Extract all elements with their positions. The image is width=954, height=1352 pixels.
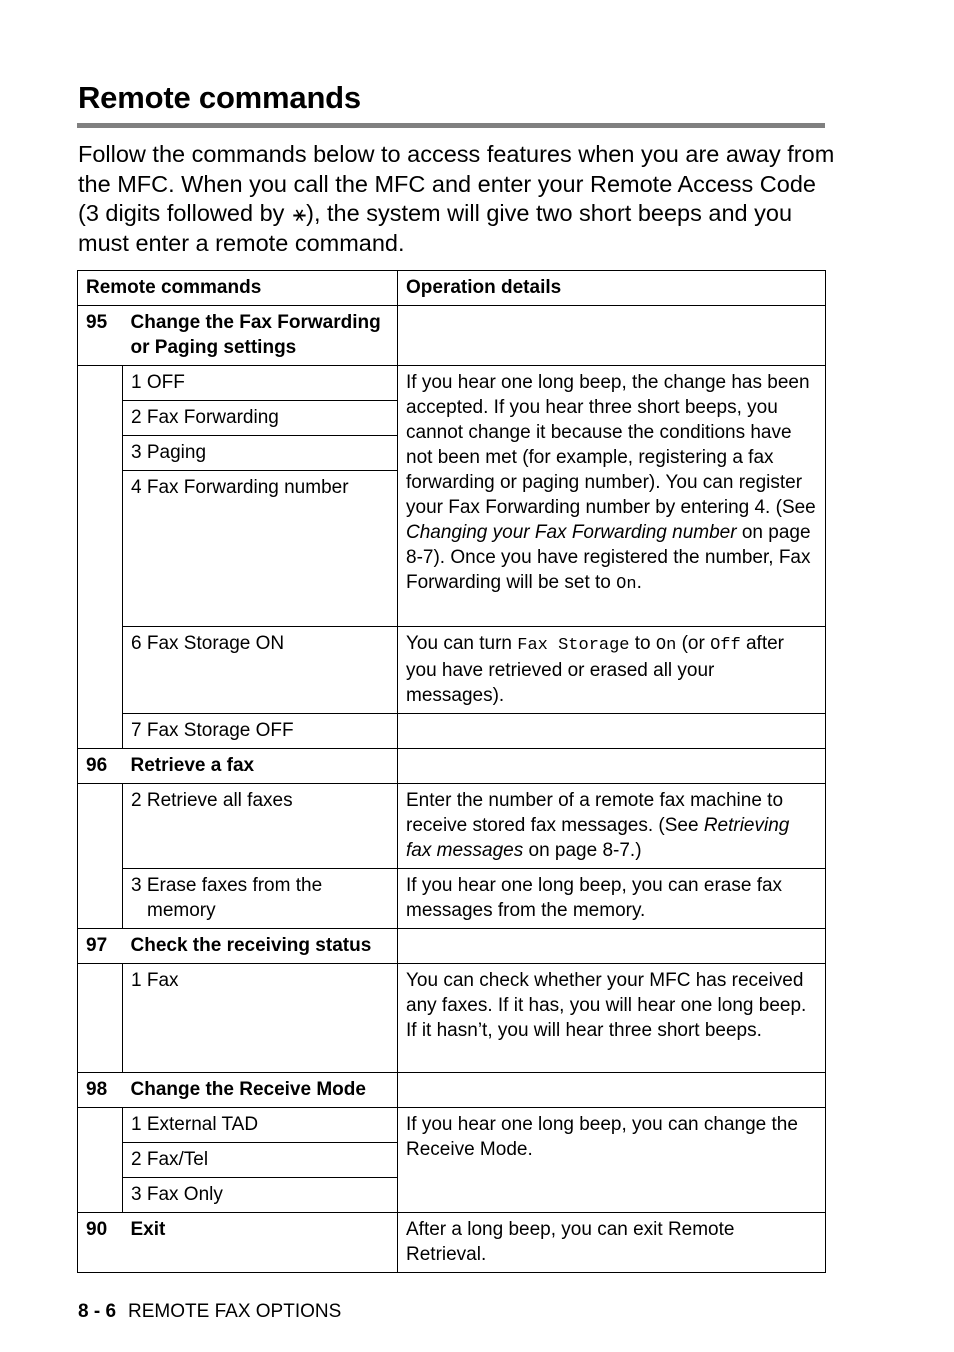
command-number: 90 — [78, 1213, 123, 1273]
detail-cell — [398, 714, 826, 749]
star-key-icon: ⚹ — [292, 201, 307, 227]
section-name: REMOTE FAX OPTIONS — [128, 1301, 342, 1322]
cross-reference: Changing your Fax Forwarding number — [406, 522, 737, 543]
detail-cell: If you hear one long beep, the change has been accepted. If you hear three short beeps, you cannot change it because the conditions have not been met (for example, registering a fax forwarding or paging number). You can register your Fax Forwarding number by entering 4. (See Changing your Fax Forwarding number on page 8-7). Once you have registered the number, Fax Forwarding will be set to On. — [398, 366, 826, 627]
header-remote-commands: Remote commands — [78, 271, 398, 306]
table-header-row — [78, 271, 826, 306]
command-option: 4 Fax Forwarding number — [123, 471, 398, 627]
setting-value: On — [616, 575, 637, 594]
detail-cell — [398, 306, 826, 366]
header-operation-details: Operation details — [398, 271, 826, 306]
table-row — [78, 627, 826, 714]
detail-cell — [398, 929, 826, 964]
command-option: 3 Paging — [123, 436, 398, 471]
command-option: 3 Erase faxes from the memory — [123, 869, 398, 929]
table-row — [78, 784, 826, 869]
table-row — [78, 1108, 826, 1143]
table-row — [78, 869, 826, 929]
table-row — [78, 929, 826, 964]
table-row — [78, 714, 826, 749]
command-option: 1 Fax — [123, 964, 398, 1073]
table-row — [78, 306, 826, 366]
setting-value: Off — [710, 636, 741, 655]
title-rule — [77, 123, 825, 128]
detail-cell: You can turn Fax Storage to On (or Off after you have retrieved or erased all your messages). — [398, 627, 826, 714]
command-option: 1 External TAD — [123, 1108, 398, 1143]
table-row — [78, 749, 826, 784]
indent-cell — [78, 784, 123, 929]
detail-cell: If you hear one long beep, you can erase fax messages from the memory. — [398, 869, 826, 929]
table-row — [78, 1073, 826, 1108]
intro-text-end: ), the system will give two short beeps and you must enter a remote command. — [78, 200, 793, 256]
detail-cell: After a long beep, you can exit Remote Retrieval. — [398, 1213, 826, 1273]
intro-text-start: Follow the commands below to access features when you are away from the MFC. When you call the MFC and enter your Remote Access Code (3 digits followed by — [78, 141, 835, 227]
intro-paragraph — [78, 140, 838, 258]
remote-commands-table — [77, 270, 826, 1273]
setting-value: On — [655, 636, 677, 655]
page-footer — [78, 1301, 341, 1323]
setting-name: Fax Storage — [517, 636, 630, 655]
command-option: 7 Fax Storage OFF — [123, 714, 398, 749]
command-option: 2 Fax Forwarding — [123, 401, 398, 436]
table-row — [78, 366, 826, 401]
command-group-label: Check the receiving status — [123, 929, 398, 964]
indent-cell — [78, 964, 123, 1073]
cross-reference: Retrieving fax messages — [406, 815, 790, 861]
command-number: 97 — [78, 929, 123, 964]
command-group-label: Change the Receive Mode — [123, 1073, 398, 1108]
command-option: 6 Fax Storage ON — [123, 627, 398, 714]
command-option: 1 OFF — [123, 366, 398, 401]
detail-cell — [398, 749, 826, 784]
detail-cell: Enter the number of a remote fax machine to receive stored fax messages. (See Retrieving fax messages on page 8-7.) — [398, 784, 826, 869]
command-option: 3 Fax Only — [123, 1178, 398, 1213]
indent-cell — [78, 1108, 123, 1213]
table-row — [78, 1213, 826, 1273]
command-group-label: Change the Fax Forwarding or Paging settings — [123, 306, 398, 366]
table-row — [78, 964, 826, 1073]
detail-cell: You can check whether your MFC has received any faxes. If it has, you will hear one long beep. If it hasn’t, you will hear three short beeps. — [398, 964, 826, 1073]
detail-cell: If you hear one long beep, you can change the Receive Mode. — [398, 1108, 826, 1213]
command-option: 2 Fax/Tel — [123, 1143, 398, 1178]
page-title: Remote commands — [78, 80, 361, 115]
command-option: 2 Retrieve all faxes — [123, 784, 398, 869]
command-number: 95 — [78, 306, 123, 366]
page-number: 8 - 6 — [78, 1301, 117, 1322]
detail-cell — [398, 1073, 826, 1108]
command-group-label: Retrieve a fax — [123, 749, 398, 784]
command-group-label: Exit — [123, 1213, 398, 1273]
command-number: 96 — [78, 749, 123, 784]
indent-cell — [78, 366, 123, 749]
command-number: 98 — [78, 1073, 123, 1108]
